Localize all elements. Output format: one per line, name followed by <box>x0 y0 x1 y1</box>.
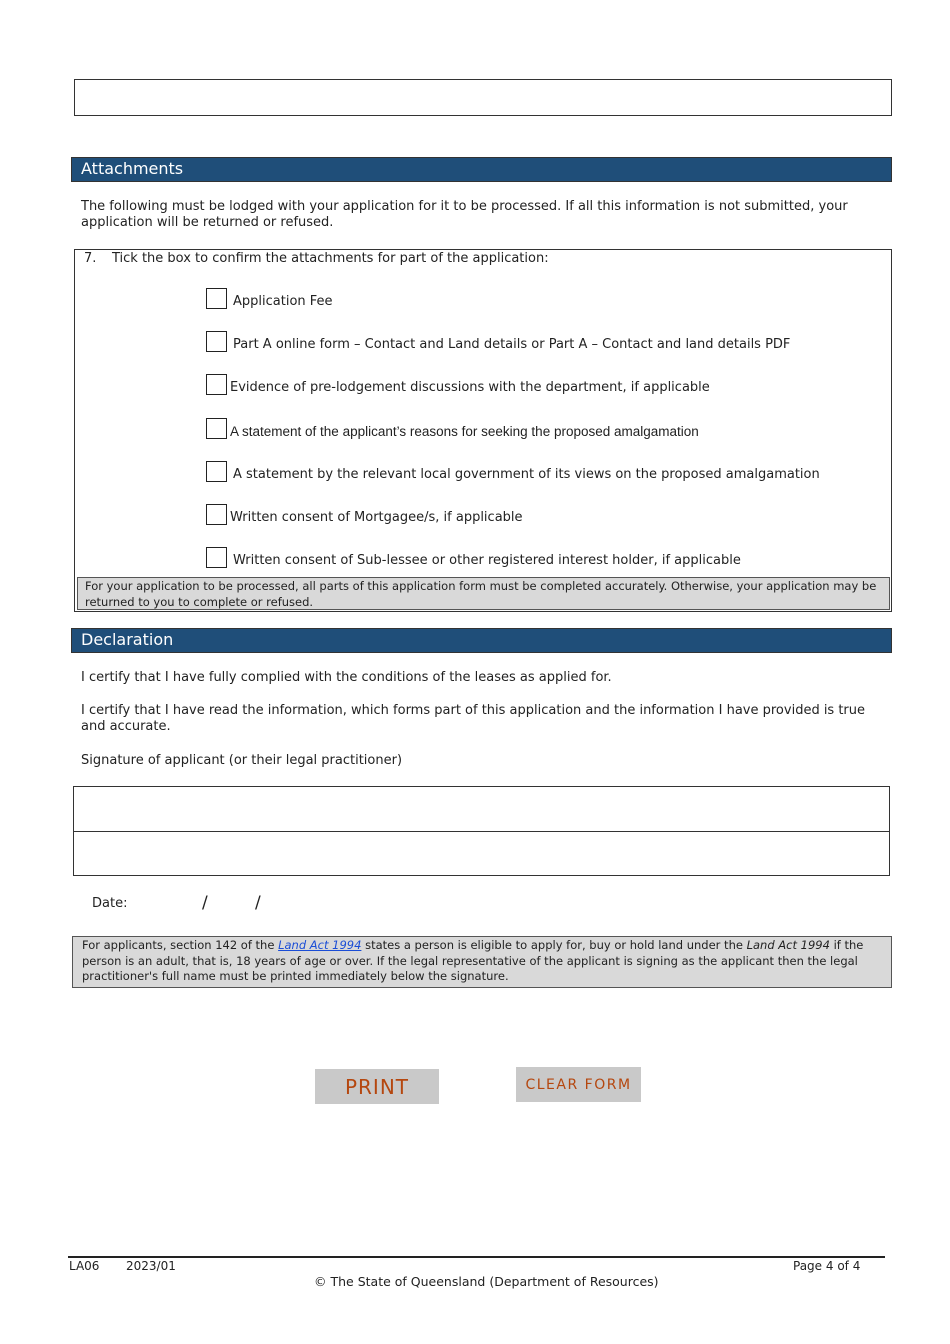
attachment-item-local-government <box>206 461 820 482</box>
checkbox-applicant-statement[interactable] <box>206 418 227 439</box>
name-field[interactable] <box>73 831 890 876</box>
note-italic: Land Act 1994 <box>746 938 830 952</box>
date-separator: / <box>255 893 261 913</box>
date-label: Date: <box>92 896 128 911</box>
declaration-note <box>72 936 892 988</box>
land-act-link[interactable]: Land Act 1994 <box>278 938 362 952</box>
declaration-para-2: I certify that I have read the information, which forms part of this application and the information I have provided is true and accurate. <box>81 703 866 734</box>
note-text: For applicants, section 142 of the <box>82 938 279 952</box>
signature-field[interactable] <box>73 786 890 832</box>
note-text: states a person is eligible to apply for, buy or hold land under the <box>361 938 747 952</box>
question-text: Tick the box to confirm the attachments for part of the application: <box>112 251 549 266</box>
checkbox-sub-lessee[interactable] <box>206 547 227 568</box>
attachment-label: Written consent of Sub-lessee or other registered interest holder, if applicable <box>233 553 741 568</box>
attachment-label: Application Fee <box>233 294 333 309</box>
date-day-field[interactable] <box>140 890 200 914</box>
attachment-item-mortgagee <box>206 504 523 525</box>
attachments-intro: The following must be lodged with your application for it to be processed. If all this information is not submitted, your application will be returned or refused. <box>81 199 848 230</box>
attachment-label: A statement by the relevant local government of its views on the proposed amalgamation <box>233 467 820 482</box>
checkbox-pre-lodgement[interactable] <box>206 374 227 395</box>
checkbox-mortgagee[interactable] <box>206 504 227 525</box>
declaration-para-1: I certify that I have fully complied with the conditions of the leases as applied for. <box>81 670 612 685</box>
footer-rule <box>68 1256 885 1258</box>
attachment-label: Written consent of Mortgagee/s, if applicable <box>230 510 523 525</box>
attachments-header: Attachments <box>71 157 892 182</box>
date-year-field[interactable] <box>266 890 326 914</box>
date-month-field[interactable] <box>212 890 254 914</box>
declaration-header: Declaration <box>71 628 892 653</box>
date-separator: / <box>202 893 208 913</box>
attachment-label: Evidence of pre-lodgement discussions with the department, if applicable <box>230 380 710 395</box>
footer-form-code: LA06 <box>69 1259 100 1273</box>
question-number: 7. <box>84 251 97 266</box>
footer-version: 2023/01 <box>126 1259 176 1273</box>
clear-form-button[interactable]: CLEAR FORM <box>516 1067 641 1102</box>
attachment-item-pre-lodgement <box>206 374 710 395</box>
footer-page: Page 4 of 4 <box>793 1259 861 1273</box>
top-text-field[interactable] <box>74 79 892 116</box>
attachment-item-part-a <box>206 331 790 352</box>
print-button[interactable]: PRINT <box>315 1069 439 1104</box>
attachment-item-application-fee <box>206 288 333 309</box>
attachment-item-sub-lessee <box>206 547 741 568</box>
checkbox-part-a[interactable] <box>206 331 227 352</box>
attachment-item-applicant-statement <box>206 418 699 439</box>
checkbox-local-government[interactable] <box>206 461 227 482</box>
attachments-note: For your application to be processed, all parts of this application form must be completed accurately. Otherwise, your application may be returned to you to complete or refused. <box>77 577 890 610</box>
checkbox-application-fee[interactable] <box>206 288 227 309</box>
footer-copyright: © The State of Queensland (Department of Resources) <box>314 1274 659 1289</box>
signature-label: Signature of applicant (or their legal practitioner) <box>81 753 403 768</box>
note-text: if the person is an adult, that is, 18 years of age or over. If the legal representative of the applicant is signing as the applicant then the legal practitioner's full name must be printed immediately below the signature. <box>82 938 864 983</box>
attachment-label: A statement of the applicant’s reasons for seeking the proposed amalgamation <box>230 424 699 439</box>
attachment-label: Part A online form – Contact and Land details or Part A – Contact and land details PDF <box>233 337 791 352</box>
